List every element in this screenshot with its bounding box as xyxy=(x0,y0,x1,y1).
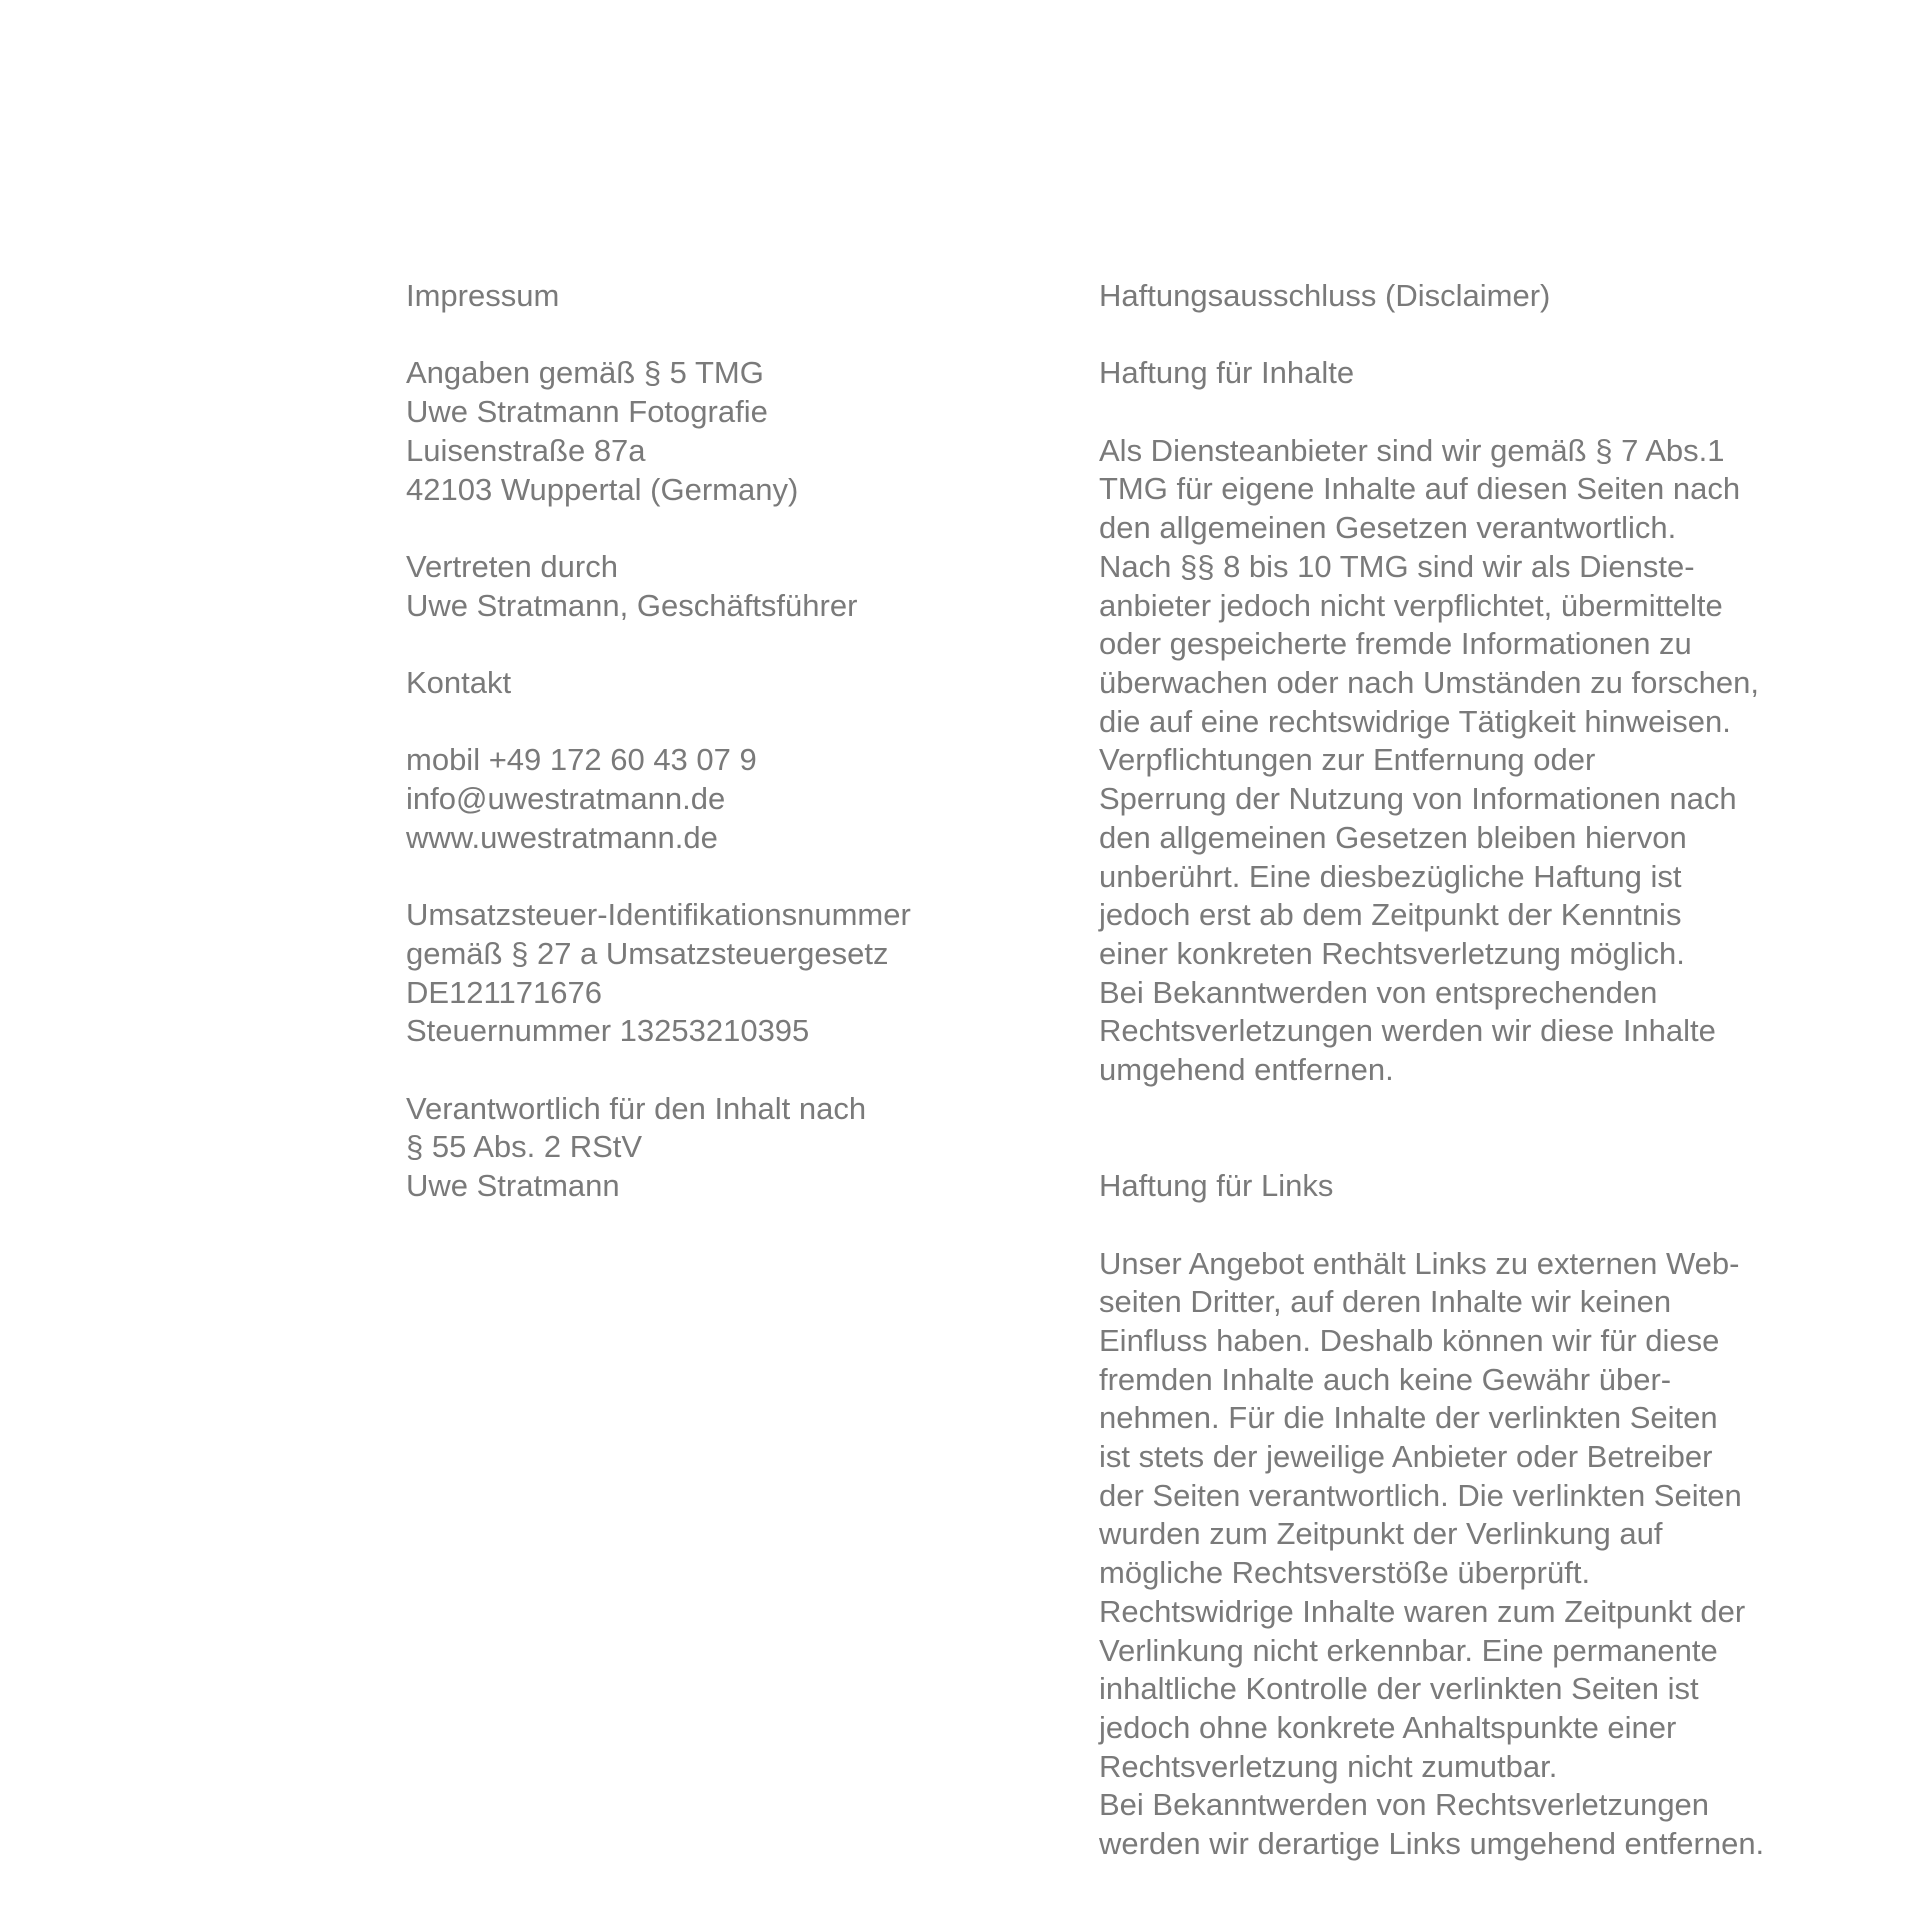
paragraph-line: inhaltliche Kontrolle der verlinkten Seiten ist xyxy=(1099,1671,1699,1707)
spacer xyxy=(1099,393,1859,432)
spacer xyxy=(406,509,1046,548)
paragraph-line: ist stets der jeweilige Anbieter oder Betreiber xyxy=(1099,1439,1713,1475)
spacer xyxy=(406,625,1046,664)
haftung-inhalte-heading: Haftung für Inhalte xyxy=(1099,355,1355,391)
spacer xyxy=(1099,1206,1859,1245)
haftung-links-heading: Haftung für Links xyxy=(1099,1168,1334,1204)
ust-label: Umsatzsteuer-Identifikationsnummer xyxy=(406,897,911,933)
paragraph-line: Unser Angebot enthält Links zu externen Web- xyxy=(1099,1245,1740,1281)
street-address: Luisenstraße 87a xyxy=(406,432,646,468)
paragraph-line: Rechtsverletzungen werden wir diese Inhalte xyxy=(1099,1013,1716,1049)
spacer xyxy=(406,703,1046,742)
paragraph-line: umgehend entfernen. xyxy=(1099,1052,1394,1088)
impressum-column xyxy=(406,277,1046,1206)
spacer xyxy=(406,1051,1046,1090)
paragraph-line: Bei Bekanntwerden von entsprechenden xyxy=(1099,974,1658,1010)
email-link[interactable]: info@uwestratmann.de xyxy=(406,781,726,817)
disclaimer-title: Haftungsausschluss (Disclaimer) xyxy=(1099,278,1551,313)
steuernummer: Steuernummer 13253210395 xyxy=(406,1013,810,1049)
paragraph-line: die auf eine rechtswidrige Tätigkeit hinweisen. xyxy=(1099,703,1731,739)
paragraph-line: Bei Bekanntwerden von Rechtsverletzungen xyxy=(1099,1787,1710,1823)
paragraph-line: Nach §§ 8 bis 10 TMG sind wir als Dienste- xyxy=(1099,548,1695,584)
paragraph-line: Als Diensteanbieter sind wir gemäß § 7 Abs.1 xyxy=(1099,432,1725,468)
verantwortlich-law: § 55 Abs. 2 RStV xyxy=(406,1129,643,1165)
verantwortlich-name: Uwe Stratmann xyxy=(406,1168,620,1204)
phone-number: mobil +49 172 60 43 07 9 xyxy=(406,742,757,778)
paragraph-line: seiten Dritter, auf deren Inhalte wir keinen xyxy=(1099,1284,1672,1320)
vertreten-value: Uwe Stratmann, Geschäftsführer xyxy=(406,587,858,623)
paragraph-line: Rechtswidrige Inhalte waren zum Zeitpunkt der xyxy=(1099,1593,1746,1629)
impressum-title: Impressum xyxy=(406,278,560,313)
website-link[interactable]: www.uwestratmann.de xyxy=(406,819,718,855)
spacer xyxy=(1099,1090,1859,1167)
paragraph-line: anbieter jedoch nicht verpflichtet, übermittelte xyxy=(1099,587,1723,623)
kontakt-label: Kontakt xyxy=(406,664,512,700)
paragraph-line: mögliche Rechtsverstöße überprüft. xyxy=(1099,1555,1591,1591)
paragraph-line: Einfluss haben. Deshalb können wir für diese xyxy=(1099,1322,1720,1358)
spacer xyxy=(406,857,1046,896)
ust-law-label: gemäß § 27 a Umsatzsteuergesetz xyxy=(406,935,889,971)
paragraph-line: der Seiten verantwortlich. Die verlinkten Seiten xyxy=(1099,1477,1742,1513)
paragraph-line: jedoch ohne konkrete Anhaltspunkte einer xyxy=(1099,1709,1677,1745)
city-address: 42103 Wuppertal (Germany) xyxy=(406,471,799,507)
disclaimer-column xyxy=(1099,277,1859,1864)
paragraph-line: Rechtsverletzung nicht zumutbar. xyxy=(1099,1748,1558,1784)
paragraph-line: fremden Inhalte auch keine Gewähr über- xyxy=(1099,1361,1672,1397)
haftung-links-text xyxy=(1099,1245,1859,1864)
ust-id: DE121171676 xyxy=(406,974,602,1010)
paragraph-line: nehmen. Für die Inhalte der verlinkten Seiten xyxy=(1099,1400,1718,1436)
angaben-label: Angaben gemäß § 5 TMG xyxy=(406,355,764,391)
paragraph-line: überwachen oder nach Umständen zu forschen, xyxy=(1099,665,1760,700)
paragraph-line: werden wir derartige Links umgehend entfernen. xyxy=(1099,1826,1765,1862)
company-name: Uwe Stratmann Fotografie xyxy=(406,394,768,430)
vertreten-label: Vertreten durch xyxy=(406,548,618,584)
verantwortlich-label: Verantwortlich für den Inhalt nach xyxy=(406,1090,867,1126)
haftung-inhalte-text xyxy=(1099,432,1859,1090)
spacer xyxy=(406,316,1046,355)
paragraph-line: oder gespeicherte fremde Informationen zu xyxy=(1099,626,1692,662)
paragraph-line: TMG für eigene Inhalte auf diesen Seiten nach xyxy=(1099,471,1741,507)
paragraph-line: unberührt. Eine diesbezügliche Haftung ist xyxy=(1099,858,1682,894)
paragraph-line: einer konkreten Rechtsverletzung möglich. xyxy=(1099,935,1685,971)
paragraph-line: den allgemeinen Gesetzen verantwortlich. xyxy=(1099,510,1677,546)
paragraph-line: wurden zum Zeitpunkt der Verlinkung auf xyxy=(1099,1516,1663,1552)
spacer xyxy=(1099,316,1859,355)
paragraph-line: jedoch erst ab dem Zeitpunkt der Kenntnis xyxy=(1099,897,1682,933)
paragraph-line: Sperrung der Nutzung von Informationen nach xyxy=(1099,781,1737,817)
paragraph-line: den allgemeinen Gesetzen bleiben hiervon xyxy=(1099,819,1687,855)
paragraph-line: Verlinkung nicht erkennbar. Eine permanente xyxy=(1099,1632,1718,1668)
paragraph-line: Verpflichtungen zur Entfernung oder xyxy=(1099,742,1596,778)
